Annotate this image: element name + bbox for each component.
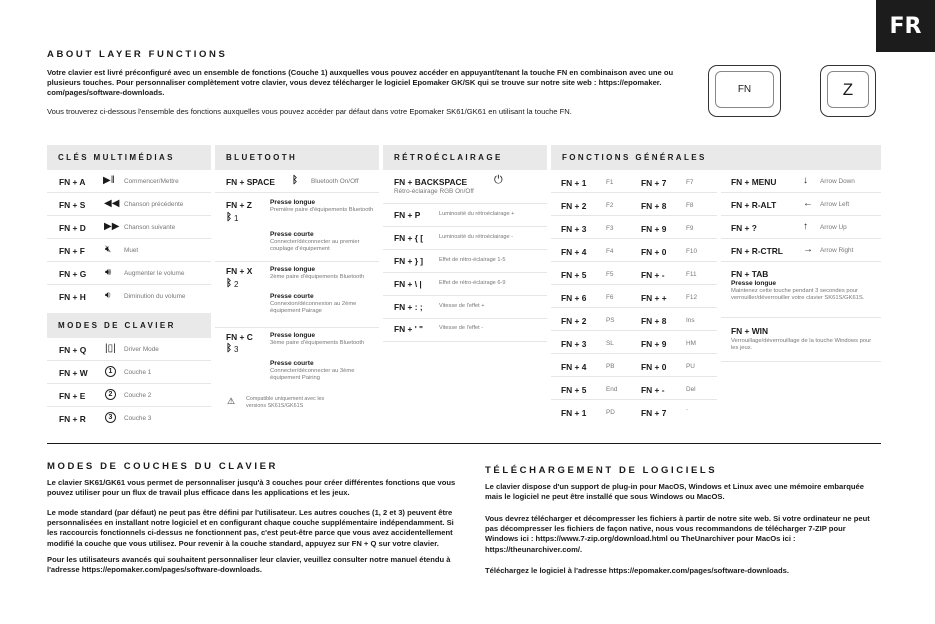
- list-item: [215, 328, 379, 392]
- list-item: [721, 262, 881, 318]
- key-desc: Couche 1: [124, 369, 152, 376]
- list-item: [631, 193, 717, 216]
- list-item: [383, 227, 547, 250]
- backlight-title: RÉTROÉCLAIRAGE: [394, 153, 503, 162]
- list-item: [551, 239, 637, 262]
- list-item: [47, 170, 211, 193]
- list-item: [47, 338, 211, 361]
- key-combo: FN + 7: [641, 178, 667, 188]
- key-combo: FN + S: [59, 200, 86, 210]
- about-p1-line1: Votre clavier est livré préconfiguré avec un ensemble de fonctions (Couche 1) auxquelles vous pouvez accéder en appuyant/tenant la touche FN en combinaison avec une ou: [47, 68, 674, 77]
- modes-header: [47, 313, 211, 338]
- key-combo: FN + 2: [561, 201, 587, 211]
- key-desc: Driver Mode: [124, 346, 159, 353]
- list-item: [631, 377, 717, 400]
- key-combo: FN + F: [59, 246, 85, 256]
- device-number: 1: [234, 214, 239, 223]
- short-press-label: Presse courte: [270, 360, 314, 367]
- key-desc: Effet de rétro-éclairage 6-9: [439, 280, 506, 286]
- key-desc: Vitesse de l'effet -: [439, 325, 484, 331]
- list-item: [721, 216, 881, 239]
- key-combo: FN + 3: [561, 339, 587, 349]
- list-item: [631, 308, 717, 331]
- list-item: [47, 193, 211, 216]
- key-combo: FN + 4: [561, 362, 587, 372]
- key-desc: F12: [686, 294, 698, 301]
- list-item: [551, 400, 637, 423]
- divider: [47, 443, 881, 444]
- key-desc: F6: [606, 294, 614, 301]
- key-combo: FN + TAB: [731, 269, 769, 279]
- list-item: [721, 193, 881, 216]
- key-desc: Muet: [124, 247, 139, 254]
- list-item: [383, 170, 547, 204]
- list-item: [383, 250, 547, 273]
- about-link-part1[interactable]: https://epomaker.: [598, 78, 662, 88]
- list-item: [631, 354, 717, 377]
- fn-keycap-face: [715, 71, 774, 108]
- about-link-part2[interactable]: com/pages/software-downloads.: [47, 88, 165, 98]
- key-desc: F1: [606, 179, 614, 186]
- bluetooth-icon: ᛒ: [226, 343, 232, 354]
- key-desc: PD: [606, 409, 615, 416]
- key-combo: FN + A: [59, 177, 86, 187]
- list-item: [47, 216, 211, 239]
- key-combo: FN + R-ALT: [731, 200, 777, 210]
- list-item: [215, 170, 379, 193]
- z-keycap: [820, 65, 876, 117]
- key-combo: FN + SPACE: [226, 177, 275, 187]
- mute-icon: 🔇︎: [105, 244, 112, 255]
- key-combo: FN + 8: [641, 201, 667, 211]
- key-desc: PS: [606, 317, 615, 324]
- modes-title: MODES DE CLAVIER: [58, 321, 176, 330]
- device-number: 3: [234, 345, 239, 354]
- list-item: [47, 361, 211, 384]
- volume-down-icon: 🔉︎: [105, 290, 112, 301]
- arrow-left-icon: ←: [803, 198, 813, 209]
- fn-keycap-label: FN: [737, 84, 752, 95]
- list-item: [551, 308, 637, 331]
- software-paragraph-2: Vous devrez télécharger et décompresser les fichiers à partir de notre site web. Si votre ordinateur ne peut pas décompresser les fichiers de façon native, nous vous recommandons de télécharger 7-ZIP pour Windows ici : https://www.7-zip.org/download.html ou TheUnarchiver pour MacOs ici : https://theunarchiver.com/.: [485, 514, 870, 554]
- key-desc: Bluetooth On/Off: [311, 178, 359, 185]
- layer-2-icon: 2: [105, 389, 116, 400]
- software-paragraph-3: Téléchargez le logiciel à l'adresse https://epomaker.com/pages/software-downloads.: [485, 566, 789, 575]
- list-item: [551, 331, 637, 354]
- key-combo: FN + 7: [641, 408, 667, 418]
- key-desc: F10: [686, 248, 698, 255]
- key-combo: FN + 5: [561, 385, 587, 395]
- key-desc: F5: [606, 271, 614, 278]
- win-desc: Verrouillage/déverrouillage de la touche Windows pour les jeux.: [731, 338, 872, 352]
- key-desc: Diminution du volume: [124, 293, 186, 300]
- key-desc: Rétro-éclairage RGB On/Off: [394, 188, 474, 195]
- key-desc: Arrow Left: [820, 201, 850, 208]
- key-combo: FN + W: [59, 368, 88, 378]
- key-desc: Arrow Right: [820, 247, 854, 254]
- play-pause-icon: ▶‖: [103, 175, 115, 186]
- power-icon: ⏻: [494, 174, 503, 186]
- key-combo: FN + C: [226, 332, 253, 342]
- key-combo: FN + X: [226, 266, 253, 276]
- list-item: [47, 239, 211, 262]
- key-desc: F8: [686, 202, 694, 209]
- list-item: [47, 384, 211, 407]
- key-combo: FN + -: [641, 385, 665, 395]
- key-combo: FN + 1: [561, 178, 587, 188]
- fn-keycap: [708, 65, 781, 117]
- list-item: [383, 319, 547, 342]
- key-combo: FN + R: [59, 414, 86, 424]
- device-number: 2: [234, 280, 239, 289]
- general-header: [551, 145, 881, 170]
- arrow-right-icon: →: [803, 244, 813, 255]
- compat-note: Compatible uniquement avec les versions SK61S/GK61S: [246, 396, 325, 409]
- key-combo: FN + D: [59, 223, 86, 233]
- list-item: [631, 239, 717, 262]
- software-title: TÉLÉCHARGEMENT DE LOGICIELS: [485, 465, 718, 476]
- key-combo: FN + } ]: [394, 256, 424, 266]
- key-combo: FN + 6: [561, 293, 587, 303]
- key-combo: FN + : ;: [394, 302, 423, 312]
- list-item: [215, 262, 379, 328]
- long-press-label: Presse longue: [270, 332, 316, 339]
- key-combo: FN + 1: [561, 408, 587, 418]
- layer-1-icon: 1: [105, 366, 116, 377]
- key-combo: FN + \ |: [394, 279, 422, 289]
- key-desc: `: [686, 409, 689, 416]
- key-combo: FN + +: [641, 293, 667, 303]
- key-desc: HM: [686, 340, 696, 347]
- list-item: [383, 273, 547, 296]
- list-item: [215, 193, 379, 262]
- key-desc: SL: [606, 340, 614, 347]
- key-desc: F2: [606, 202, 614, 209]
- short-press-label: Presse courte: [270, 231, 314, 238]
- long-press-desc: 2ème paire d'équipements Bluetooth: [270, 274, 365, 280]
- arrow-up-icon: ↑: [803, 221, 808, 232]
- bluetooth-icon: ᛒ: [226, 278, 232, 289]
- list-item: [47, 262, 211, 285]
- list-item: [551, 216, 637, 239]
- key-desc: F11: [686, 271, 697, 278]
- next-icon: ▶▶: [104, 221, 120, 232]
- list-item: [47, 285, 211, 308]
- about-title: ABOUT LAYER FUNCTIONS: [47, 49, 228, 60]
- short-press-label: Presse courte: [270, 293, 314, 300]
- list-item: [721, 318, 881, 362]
- layers-title: MODES DE COUCHES DU CLAVIER: [47, 461, 279, 472]
- key-combo: FN + 9: [641, 339, 667, 349]
- long-press-label: Presse longue: [731, 280, 777, 287]
- layers-paragraph-1: Le clavier SK61/GK61 vous permet de personnaliser jusqu'à 3 couches pour créer différentes fonctions que vous pouvez utiliser pour un flux de travail plus efficace dans les applications et les jeux.: [47, 478, 456, 498]
- key-combo: FN + ?: [731, 223, 757, 233]
- key-desc: Vitesse de l'effet +: [439, 303, 485, 309]
- key-desc: Augmenter le volume: [124, 270, 185, 277]
- list-item: [383, 296, 547, 319]
- key-combo: FN + R-CTRL: [731, 246, 783, 256]
- key-combo: FN + H: [59, 292, 86, 302]
- key-combo: FN + 0: [641, 362, 667, 372]
- key-desc: F4: [606, 248, 614, 255]
- list-item: [551, 193, 637, 216]
- list-item: [551, 170, 637, 193]
- list-item: [721, 239, 881, 262]
- bluetooth-icon: ᛒ: [292, 175, 298, 186]
- backlight-header: [383, 145, 547, 170]
- key-combo: FN + 3: [561, 224, 587, 234]
- tab-desc: Maintenez cette touche pendant 3 secondes pour verrouiller/déverrouiller votre clavier SK61S/GK61S.: [731, 288, 865, 302]
- key-combo: FN + ' ": [394, 324, 423, 334]
- list-item: [721, 170, 881, 193]
- key-desc: F3: [606, 225, 614, 232]
- list-item: [631, 400, 717, 423]
- layer-3-icon: 3: [105, 412, 116, 423]
- key-combo: FN + { [: [394, 233, 424, 243]
- list-item: [551, 354, 637, 377]
- key-desc: Couche 3: [124, 415, 152, 422]
- language-badge: FR: [876, 0, 935, 52]
- driver-icon: |▯|: [105, 343, 116, 354]
- list-item: [551, 377, 637, 400]
- bluetooth-title: BLUETOOTH: [226, 153, 298, 162]
- key-desc: Commencer/Mettre: [124, 178, 179, 185]
- arrow-down-icon: ↓: [803, 175, 808, 186]
- key-desc: Arrow Up: [820, 224, 847, 231]
- list-item: [47, 407, 211, 430]
- manual-link[interactable]: https://epomaker.com/pages/software-downloads.: [81, 565, 262, 575]
- key-desc: Chanson précédente: [124, 201, 184, 208]
- short-press-desc: Connexion/déconnexion au 2ème équipement Pairage: [270, 301, 357, 315]
- list-item: [631, 170, 717, 193]
- key-combo: FN + Z: [226, 200, 252, 210]
- about-p1-line2: plusieurs touches. Pour personnaliser complètement votre clavier, vous devez télécharger le logiciel Epomaker GK/SK qui se trouve sur notre site web :: [47, 78, 599, 88]
- short-press-desc: Connecter/déconnecter au 3ème équipement Pairing: [270, 368, 355, 382]
- long-press-label: Presse longue: [270, 199, 316, 206]
- key-desc: Luminosité du rétroéclairage +: [439, 211, 515, 217]
- key-combo: FN + 0: [641, 247, 667, 257]
- key-desc: Ins: [686, 317, 695, 324]
- long-press-label: Presse longue: [270, 266, 316, 273]
- key-combo: FN + -: [641, 270, 665, 280]
- key-combo: FN + P: [394, 210, 421, 220]
- list-item: [551, 262, 637, 285]
- warning-icon: ⚠: [227, 396, 236, 406]
- list-item: [631, 285, 717, 308]
- list-item: [631, 216, 717, 239]
- key-desc: Effet de rétro-éclairage 1-5: [439, 257, 506, 263]
- key-combo: FN + 5: [561, 270, 587, 280]
- key-desc: End: [606, 386, 618, 393]
- key-desc: Luminosité du rétroéclairage -: [439, 234, 513, 240]
- list-item: [631, 331, 717, 354]
- key-desc: Del: [686, 386, 696, 393]
- layers-paragraph-3: [47, 555, 459, 575]
- previous-icon: ◀◀: [104, 198, 120, 209]
- key-combo: FN + 4: [561, 247, 587, 257]
- long-press-desc: Première paire d'équipements Bluetooth: [270, 207, 374, 213]
- layers-paragraph-2: Le mode standard (par défaut) ne peut pas être défini par l'utilisateur. Les autres couches (1, 2 et 3) peuvent être personnalisées en installant notre logiciel et en configurant chaque couche supplémentaire indépendamment. Si les raccourcis fonctionnels ci-dessus ne fonctionnent pas, c'est peut-être parce que vous avez accidentellement modifié la couche que vous utilisez. Pour revenir à la couche standard, appuyez sur FN + Q sur votre clavier.: [47, 508, 454, 548]
- key-combo: FN + WIN: [731, 326, 768, 336]
- short-press-desc: Connecter/déconnecter au premier couplage d'équipement: [270, 239, 360, 253]
- key-desc: PU: [686, 363, 695, 370]
- software-paragraph-1: Le clavier dispose d'un support de plug-in pour MacOS, Windows et Linux avec une mémoire embarquée mais le logiciel ne peut être installé que sous Windows ou MacOS.: [485, 482, 864, 502]
- about-paragraph-2: Vous trouverez ci-dessous l'ensemble des fonctions auxquelles vous pouvez accéder par défaut dans votre Epomaker SK61/GK61 en utilisant la touche FN.: [47, 107, 572, 116]
- layers-p3-text: Pour les utilisateurs avancés qui souhaitent personnaliser leur clavier, veuillez consulter notre manuel étendu à l'adresse: [47, 555, 451, 575]
- z-keycap-label: Z: [842, 79, 854, 99]
- key-combo: FN + 9: [641, 224, 667, 234]
- bluetooth-icon: ᛒ: [226, 212, 232, 223]
- list-item: [383, 204, 547, 227]
- list-item: [631, 262, 717, 285]
- key-combo: FN + MENU: [731, 177, 777, 187]
- about-paragraph-1: [47, 68, 682, 99]
- bluetooth-header: [215, 145, 379, 170]
- key-desc: F9: [686, 225, 694, 232]
- key-combo: FN + G: [59, 269, 87, 279]
- multimedia-title: CLÉS MULTIMÉDIAS: [58, 153, 175, 162]
- key-combo: FN + Q: [59, 345, 87, 355]
- key-combo: FN + E: [59, 391, 86, 401]
- key-desc: Couche 2: [124, 392, 152, 399]
- long-press-desc: 3ème paire d'équipements Bluetooth: [270, 340, 365, 346]
- key-combo: FN + 2: [561, 316, 587, 326]
- z-keycap-face: [827, 71, 869, 108]
- multimedia-header: [47, 145, 211, 170]
- key-desc: F7: [686, 179, 694, 186]
- key-combo: FN + 8: [641, 316, 667, 326]
- list-item: [551, 285, 637, 308]
- volume-up-icon: 🔊︎: [105, 267, 112, 278]
- key-desc: Arrow Down: [820, 178, 855, 185]
- general-title: FONCTIONS GÉNÉRALES: [562, 153, 707, 162]
- key-desc: PB: [606, 363, 615, 370]
- key-desc: Chanson suivante: [124, 224, 176, 231]
- key-combo: FN + BACKSPACE: [394, 177, 468, 187]
